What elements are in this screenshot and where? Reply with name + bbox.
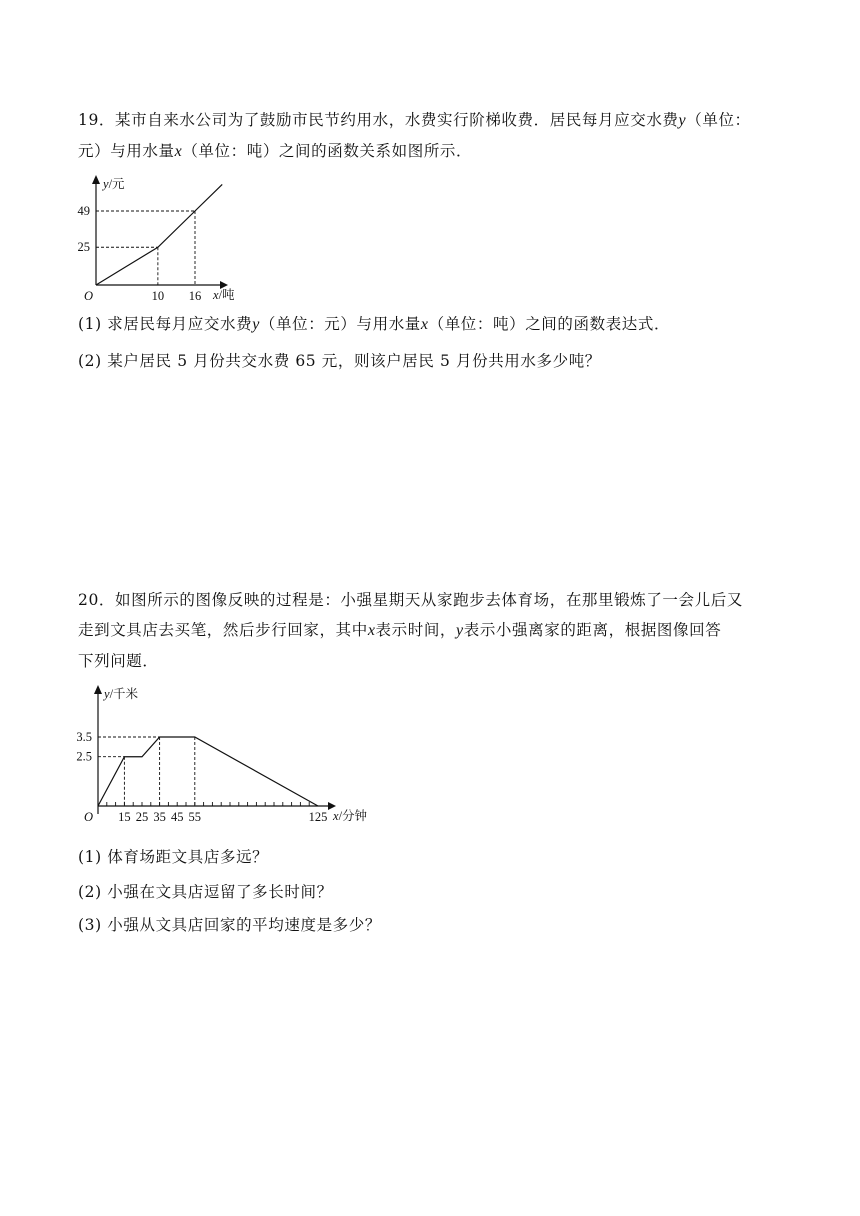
question-text: (1) 求居民每月应交水费 [78, 315, 253, 333]
x-tick-label: 35 [153, 810, 166, 824]
y-tick-label: 49 [77, 204, 90, 218]
variable-x: x [367, 622, 376, 639]
question-text: 表示时间， [375, 621, 457, 639]
x-tick-label: 55 [188, 810, 202, 824]
question-text: 某市自来水公司为了鼓励市民节约用水，水费实行阶梯收费．居民每月应交水费 [115, 111, 679, 129]
question-19 [78, 105, 788, 167]
question-19-line-1 [78, 105, 788, 136]
x-tick-label: 125 [308, 810, 328, 824]
variable-y: y [252, 316, 260, 333]
origin-label: O [84, 289, 94, 303]
variable-y: y [678, 112, 687, 129]
question-text: 如图所示的图像反映的过程是：小强星期天从家跑步去体育场，在那里锻炼了一会儿后又 [115, 591, 743, 609]
x-tick-label: 25 [135, 810, 149, 824]
chart-q20 [70, 680, 390, 825]
question-text: 走到文具店去买笔，然后步行回家，其中 [78, 621, 368, 639]
x-axis-label: x/分钟 [333, 809, 368, 823]
origin-label: O [84, 810, 94, 824]
x-tick-label: 45 [170, 810, 184, 824]
y-axis-label: y/元 [103, 177, 125, 191]
x-tick-label: 15 [118, 810, 131, 824]
x-tick-label: 10 [151, 289, 165, 303]
question-number: 19． [78, 111, 116, 129]
question-20-line-3: 下列问题． [78, 652, 159, 670]
question-text: 元）与用水量 [78, 142, 175, 160]
series-line [96, 184, 222, 285]
y-tick-label: 25 [77, 240, 90, 255]
question-20-part-3: (3) 小强从文具店回家的平均速度是多少？ [78, 916, 381, 934]
question-text: （单位：吨）之间的函数表达式． [428, 315, 671, 333]
question-text: （单位：吨）之间的函数关系如图所示． [182, 142, 473, 160]
chart-q19 [70, 170, 260, 305]
variable-x: x [174, 143, 183, 160]
question-20-part-2: (2) 小强在文具店逗留了多长时间？ [78, 883, 333, 901]
y-axis-arrow [94, 685, 102, 694]
x-axis-label: x/吨 [213, 288, 235, 302]
variable-y: y [456, 622, 464, 639]
question-20-line-1 [78, 585, 788, 615]
question-number: 20． [78, 591, 116, 609]
question-text: 表示小强离家的距离，根据图像回答 [463, 621, 722, 639]
question-20-line-2 [78, 615, 788, 646]
question-19-line-2 [78, 136, 788, 167]
y-tick-label: 3.5 [76, 730, 92, 744]
series-line [98, 737, 318, 806]
question-19-part-1 [78, 312, 670, 334]
question-text: （单位： [686, 111, 751, 129]
x-tick-label: 16 [188, 289, 202, 303]
question-text: （单位：元）与用水量 [259, 315, 421, 333]
y-axis-arrow [92, 175, 100, 184]
question-20-part-1: (1) 体育场距文具店多远？ [78, 848, 269, 866]
y-tick-label: 2.5 [76, 749, 92, 764]
question-20 [78, 585, 788, 676]
y-axis-label: y/千米 [104, 687, 139, 701]
variable-x: x [420, 316, 429, 333]
question-19-part-2: (2) 某户居民 5 月份共交水费 65 元，则该户居民 5 月份共用水多少吨？ [78, 352, 601, 370]
